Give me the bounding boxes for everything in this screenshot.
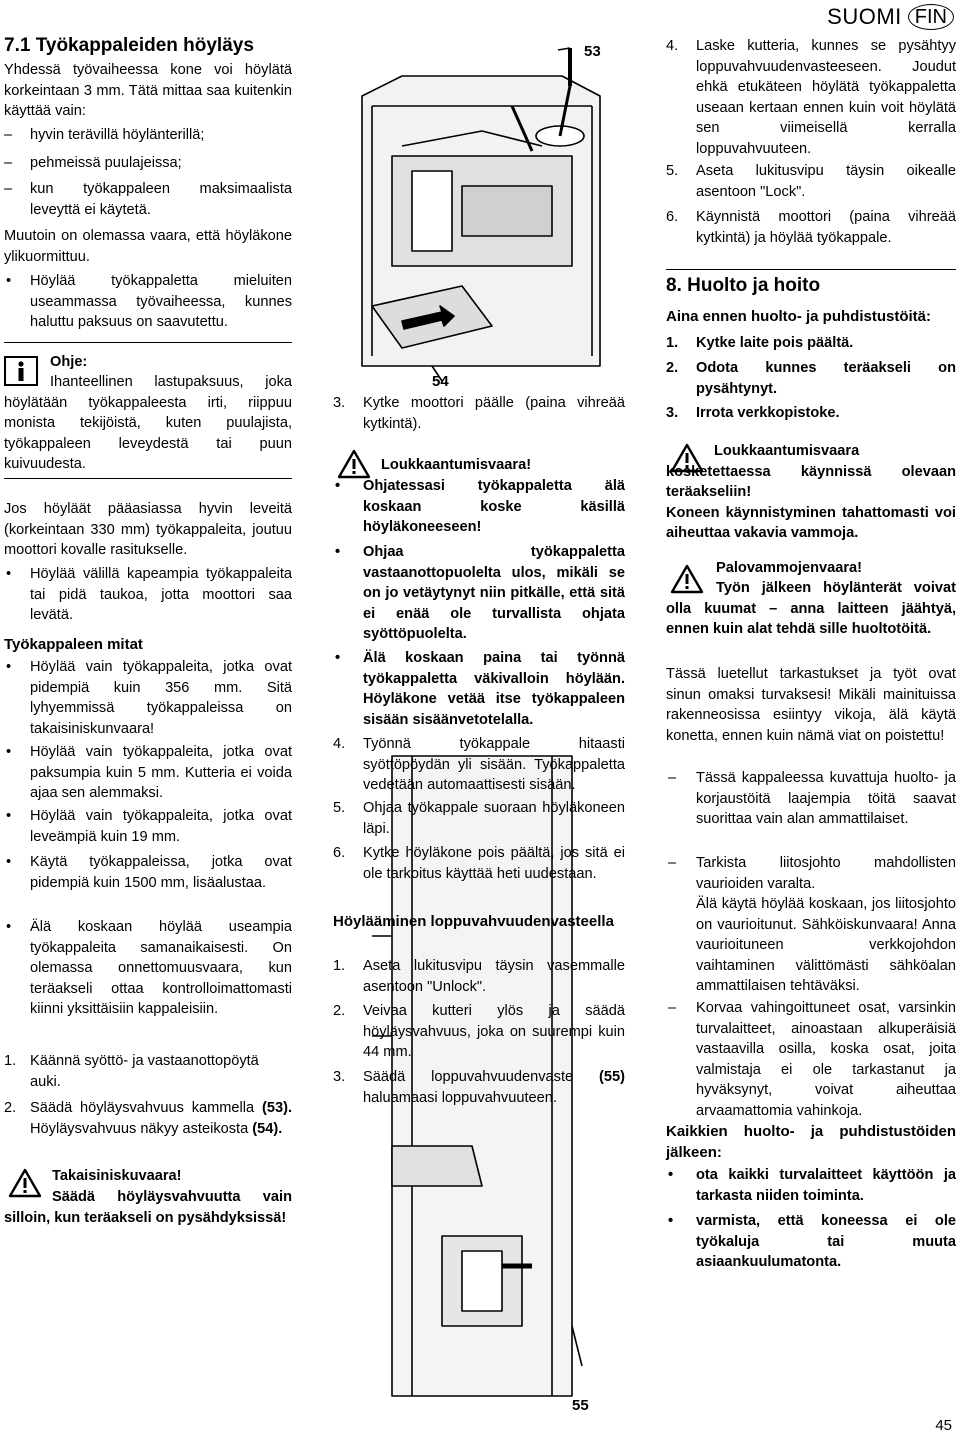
divider [4, 342, 292, 343]
note-text: Ihanteellinen lastupaksuus, joka höylätään työkappaleesta irti, riippuu monista tekijöistä, kuten puulajista, työkappaleen leveydestä tai puun kuivuudesta. [4, 374, 292, 472]
step-item: 1. Kytke laite pois päältä. [666, 335, 854, 351]
warning-block [4, 1166, 292, 1226]
checks-intro: Tässä luetellut tarkastukset ja työt ovat sinun omaksi turvaksesi! Mikäli mainituissa rakenneosissa esiintyy vikoja, älä käytä konetta, ennen kuin nämä viat on poistettu! [666, 666, 956, 744]
bullet-item: • Höylää vain työkappaleita, jotka ovat pidempiä kuin 356 mm. Sitä lyhyemmissä työkappaleissa on takaisiniskunvaara! [6, 659, 292, 737]
warning-icon [337, 449, 371, 479]
step-item: 3. Säädä loppuvahvuudenvaste (55) haluamaasi loppuvahvuuteen. [333, 1069, 625, 1106]
step-item: 6. Kytke höyläkone pois päältä, jos sitä ei ole tarkoitus käyttää heti uudestaan. [333, 845, 625, 882]
step-item: 3. Irrota verkkopistoke. [666, 405, 840, 421]
bullet-item: • Höylää vain työkappaleita, jotka ovat paksumpia kuin 5 mm. Kutteria ei voida ajaa sen alemmaksi. [6, 744, 292, 801]
intro-paragraph: Yhdessä työvaiheessa kone voi höylätä korkeintaan 3 mm. Tätä mittaa saa kuitenkin käyttää vain: [4, 62, 292, 119]
step-item: 4. Työnnä työkappale hitaasti syöttöpöydän yli sisään. Työkappaletta vedetään automaattisesti sisään. [333, 736, 625, 793]
planer-illustration [332, 36, 632, 1426]
warning-title: Palovammojenvaara! [716, 560, 863, 576]
step-item: 1. Aseta lukitusvipu täysin vasemmalle asentoon "Unlock". [333, 958, 625, 995]
bullet-item: • varmista, että koneessa ei ole työkaluja tai muuta asiaankuulumatonta. [668, 1213, 956, 1270]
step-item: 1. Käännä syöttö- ja vastaanottopöytä auki. [4, 1053, 259, 1090]
page-number: 45 [935, 1416, 952, 1434]
bullet-item: • Älä koskaan paina tai työnnä työkappaletta väkivalloin höylään. Höyläkone vetää itse työkappaleen sisään sisäänvetotelalla. [335, 650, 625, 728]
warning-title: Loukkaantumisvaara kosketettaessa käynnissä olevaan teräakseliin! [666, 443, 956, 500]
note-title: Ohje: [50, 354, 88, 370]
warning-block [666, 558, 956, 637]
step-item: 2. Säädä höyläysvahvuus kammella (53). Höyläysvahvuus näkyy asteikosta (54). [4, 1100, 293, 1137]
step-item: 5. Aseta lukitusvipu täysin oikealle asentoon "Lock". [666, 163, 956, 200]
bullet-item: • Älä koskaan höylää useampia työkappaleita samanaikaisesti. On olemassa onnettomuusvaara, kun teräakseli ottaa kontrolloimattomasti kiinni yksittäisiin kappaleisiin. [6, 919, 292, 1017]
bullet-item: • Ohjaa työkappaletta vastaanottopuolelta ulos, mikäli se on jo vetäytynyt niin pitkälle, että sitä ei enää ole turvallista ohjata syöttöpuolelta. [335, 544, 625, 642]
step-item: 3. Kytke moottori päälle (paina vihreää kytkintä). [333, 395, 625, 432]
dash-item: – Korvaa vahingoittuneet osat, varsinkin turvalaitteet, ainoastaan alkuperäisiä vastaavilla osilla, koska osat, joita valmistaja ei ole tarkastanut ja hyväksynyt, voivat aiheuttaa arvaamattomia vahinkoja. [668, 1000, 956, 1119]
page-header [827, 4, 954, 30]
step-item: 5. Ohjaa työkappale suoraan höyläkoneen läpi. [333, 800, 625, 837]
dash-item: – pehmeissä puulajeissa; [4, 155, 182, 171]
warning-title: Takaisiniskuvaara! [52, 1168, 182, 1184]
step-item: 2. Odota kunnes teräakseli on pysähtynyt. [666, 360, 956, 397]
bullet-item: • Höylää vain työkappaleita, jotka ovat leveämpiä kuin 19 mm. [6, 808, 292, 845]
dims-heading: Työkappaleen mitat [4, 636, 143, 653]
figure-label-53: 53 [584, 43, 601, 60]
section-title-7-1: 7.1 Työkappaleiden höyläys [4, 35, 254, 56]
bullet-item: • Höylää työkappaletta mieluiten useammassa työvaiheessa, kunnes haluttu paksuus on saavutettu. [6, 273, 292, 330]
warning-text: Koneen käynnistyminen tahattomasti voi aiheuttaa vakavia vammoja. [666, 504, 956, 541]
dash-item: – Tässä kappaleessa kuvattuja huolto- ja korjaustöitä laajempia töitä saavat suorittaa vain alan ammattilaiset. [668, 770, 956, 827]
wide-paragraph: Jos höyläät pääasiassa hyvin leveitä (korkeintaan 330 mm) työkappaleita, joutuu moottori kovalle rasitukselle. [4, 501, 292, 558]
before-heading: Aina ennen huolto- ja puhdistustöitä: [666, 308, 931, 325]
dash-item: – hyvin terävillä höylänterillä; [4, 127, 205, 143]
bullet-item: • Höylää välillä kapeampia työkappaleita tai pidä taukoa, jotta moottori saa levätä. [6, 566, 292, 623]
warning-title: Loukkaantumisvaara! [381, 457, 532, 473]
sub-heading: Höylääminen loppuvahvuudenvasteella [333, 913, 614, 930]
note-block [4, 352, 292, 472]
warning-block [666, 441, 956, 544]
divider [666, 269, 956, 270]
after-heading: Kaikkien huolto- ja puhdistustöiden jälkeen: [666, 1123, 956, 1161]
warning-text: Säädä höyläysvahvuutta vain silloin, kun teräakseli on pysähdyksissä! [4, 1189, 292, 1226]
dash-item: – kun työkappaleen maksimaalista leveyttä ei käytetä. [4, 181, 292, 218]
step-item: 4. Laske kutteria, kunnes se pysähtyy loppuvahvuudenvasteeseen. Joudut ehkä etukäteen höylätä työkappaletta useaan kertaan ennen kuin voit höylätä sen viimeisellä kerralla loppuvahvuuteen. [666, 38, 956, 157]
bullet-item: • ota kaikki turvalaitteet käyttöön ja tarkasta niiden toiminta. [668, 1167, 956, 1204]
language-label: SUOMI [827, 3, 902, 29]
section-title-8: 8. Huolto ja hoito [666, 275, 821, 296]
bullet-item: • Käytä työkappaleissa, jotka ovat pidempiä kuin 1500 mm, lisäalustaa. [6, 854, 292, 891]
step-item: 2. Veivaa kutteri ylös ja säädä höyläysvahvuus, joka on suurempi kuin 44 mm. [333, 1003, 625, 1060]
figure-label-54: 54 [432, 373, 449, 390]
figure-label-55: 55 [572, 1397, 589, 1414]
country-badge: FIN [908, 4, 954, 30]
step-item: 6. Käynnistä moottori (paina vihreää kytkintä) ja höylää työkappale. [666, 209, 956, 246]
overload-paragraph: Muutoin on olemassa vaara, että höyläkone ylikuormittuu. [4, 228, 292, 265]
divider [4, 478, 292, 479]
warning-text: Työn jälkeen höylänterät voivat olla kuumat – anna laitteen jäähtyä, ennen kuin alat tehdä sille huoltotöitä. [666, 580, 956, 637]
dash-item: – Tarkista liitosjohto mahdollisten vaurioiden varalta. Älä käytä höylää koskaan, jos liitosjohto on vaurioitunut. Sähköiskunvaara! Anna vaurioituneen verkkojohdon vaihtaminen välittömästi sähköalan ammattilaisen tehtäväksi. [668, 855, 956, 994]
bullet-item: • Ohjatessasi työkappaletta älä koskaan koske käsillä höyläkoneeseen! [335, 478, 625, 535]
